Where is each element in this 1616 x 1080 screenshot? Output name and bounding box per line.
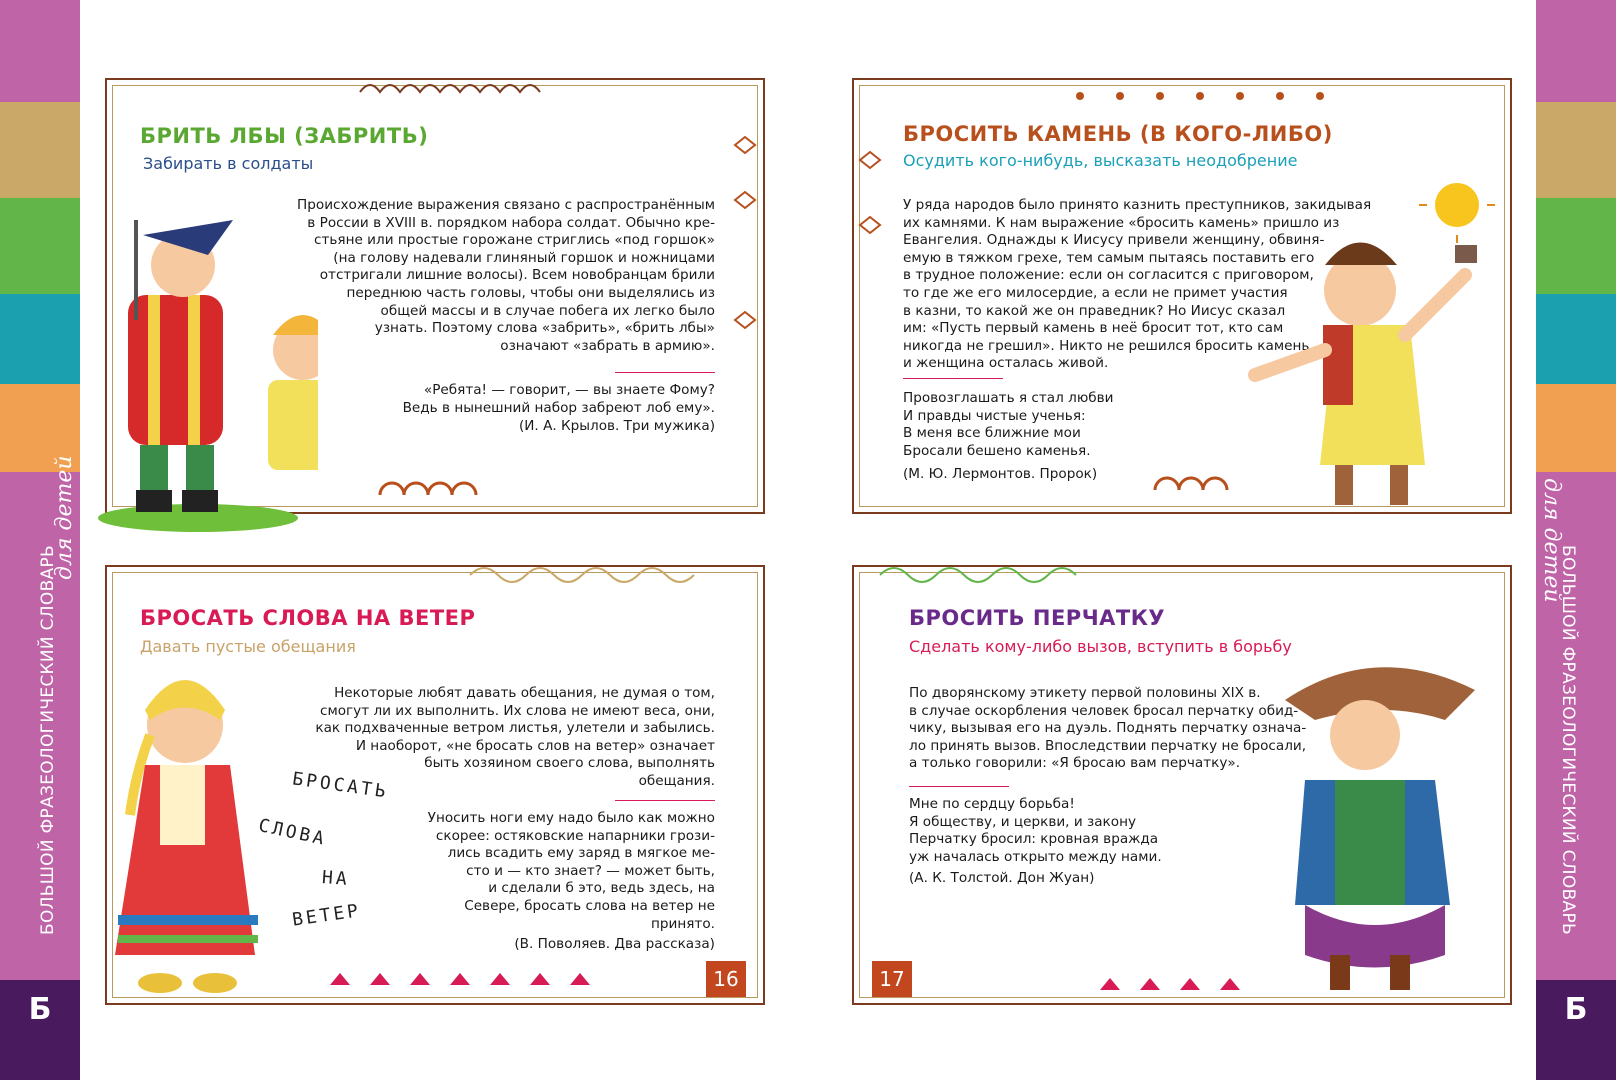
page-number: 16: [706, 961, 746, 997]
quote-rule: [615, 800, 715, 801]
text-line: никогда не грешил». Никто не решился бросить камень,: [903, 337, 1314, 354]
text-line: а только говорили: «Я бросаю вам перчатку».: [909, 755, 1241, 772]
section-letter: Б: [1564, 992, 1588, 1027]
side-title: БОЛЬШОЙ ФРАЗЕОЛОГИЧЕСКИЙ СЛОВАРЬ: [38, 545, 58, 935]
text-line: то где же его милосердие, а если не примет участия: [903, 284, 1288, 301]
ornament-hearts: [330, 973, 1240, 990]
entry-source: (А. К. Толстой. Дон Жуан): [909, 870, 1095, 886]
text-line: как подхваченные ветром листья, улетели и забылись.: [315, 720, 715, 737]
text-line: и сделали б это, ведь здесь, на: [488, 880, 715, 897]
ornament-bottom-right: [880, 568, 1076, 582]
side-title: БОЛЬШОЙ ФРАЗЕОЛОГИЧЕСКИЙ СЛОВАРЬ: [1558, 545, 1578, 935]
entry-quote: Провозглашать я стал любви И правды чистые ученья: В меня все ближние мои Бросали бешено каменья.: [903, 390, 1114, 459]
text-line: Севере, бросать слова на ветер не: [464, 897, 715, 914]
text-line: По дворянскому этикету первой половины XIX в.: [909, 685, 1261, 701]
text-line: означают «забрать в армию».: [500, 337, 715, 354]
wind-word: СЛОВА: [256, 815, 329, 850]
stone-thrower-illustration: [1225, 175, 1515, 525]
text-line: ло принять вызов. Впоследствии перчатку не бросали,: [909, 737, 1307, 754]
text-line: сто и — кто знает? — может быть,: [466, 862, 715, 879]
wind-word: НА: [321, 867, 351, 890]
quote-rule: [615, 372, 715, 373]
entry-heading: БРОСИТЬ КАМЕНЬ (В КОГО-ЛИБО): [903, 122, 1333, 146]
side-script: для детей: [52, 455, 77, 580]
entry-text: [295, 685, 715, 791]
entry-meaning: Забирать в солдаты: [143, 154, 314, 173]
entry-source: (М. Ю. Лермонтов. Пророк): [903, 466, 1098, 482]
text-line: емую в тяжком грехе, тем самым пытаясь поставить его: [903, 249, 1315, 266]
ornament-bottom-left: [470, 568, 694, 582]
text-line: стьяне или простые горожане стриглись «под горшок»: [314, 232, 715, 249]
entry-source: (В. Поволяев. Два рассказа): [514, 936, 715, 952]
ornament-top-left: [360, 85, 540, 92]
ornament-swirls: [380, 478, 1227, 495]
text-line: обещания.: [638, 772, 715, 789]
text-line: Происхождение выражения связано с распространённым: [297, 197, 715, 213]
entry-meaning: Сделать кому-либо вызов, вступить в борьбу: [909, 637, 1292, 656]
text-line: Евангелия. Однажды к Иисусу привели женщину, обвиня-: [903, 232, 1325, 249]
duelist-illustration: [1245, 660, 1505, 1010]
entry-quote: «Ребята! — говорит, — вы знаете Фому? Ведь в нынешний набор забреют лоб ему».: [402, 382, 715, 416]
entry-heading: БРОСИТЬ ПЕРЧАТКУ: [909, 606, 1166, 630]
text-line: и женщина осталась живой.: [903, 355, 1109, 372]
ornament-diamonds: [735, 137, 880, 328]
text-line: принято.: [651, 915, 715, 932]
text-line: им: «Пусть первый камень в неё бросит тот, кто сам: [903, 320, 1284, 337]
text-line: смогут ли их выполнить. Их слова не имеют веса, они,: [319, 702, 715, 719]
text-line: Некоторые любят давать обещания, не думая о том,: [334, 685, 715, 701]
quote-rule: [909, 786, 1009, 787]
text-line: (на голову надевали глиняный горшок и ножницами: [333, 249, 715, 266]
entry-text: [265, 197, 715, 355]
entry-meaning: Давать пустые обещания: [140, 637, 356, 656]
entry-heading: БРОСАТЬ СЛОВА НА ВЕТЕР: [140, 606, 476, 630]
text-line: общей массы и в случае побега их легко было: [380, 302, 715, 319]
wind-word: ВЕТЕР: [290, 900, 363, 931]
text-line: И наоборот, «не бросать слов на ветер» означает: [355, 737, 715, 754]
entry-quote: Мне по сердцу борьба! Я обществу, и церкви, и закону Перчатку бросил: кровная вражда уж началась открыто между нами.: [909, 796, 1162, 865]
section-letter: Б: [28, 992, 52, 1027]
text-line: скорее: остяковские напарники грози-: [435, 827, 715, 844]
entry-quote: [395, 810, 715, 933]
side-script: для детей: [1539, 478, 1564, 603]
entry-source: (И. А. Крылов. Три мужика): [518, 418, 715, 434]
text-line: отстригали лишние волосы). Всем новобранцам брили: [319, 267, 715, 284]
wind-word: БРОСАТЬ: [291, 768, 390, 803]
text-line: быть хозяином своего слова, выполнять: [424, 755, 715, 772]
text-line: Уносить ноги ему надо было как можно: [427, 810, 715, 826]
text-line: в трудное положение: если он согласится с приговором,: [903, 267, 1314, 284]
soldier-illustration: [88, 200, 318, 540]
quote-rule: [903, 378, 1003, 379]
text-line: узнать. Поэтому слова «забрить», «брить лбы»: [374, 320, 715, 337]
text-line: их камнями. К нам выражение «бросить камень» пришло из: [903, 214, 1340, 231]
entry-meaning: Осудить кого-нибудь, высказать неодобрение: [903, 151, 1298, 170]
text-line: переднюю часть головы, чтобы они выделялись из: [346, 284, 715, 301]
entry-heading: БРИТЬ ЛБЫ (ЗАБРИТЬ): [140, 124, 429, 148]
page-number: 17: [872, 961, 912, 997]
text-line: в России в XVIII в. порядком набора солдат. Обычно кре-: [307, 214, 715, 231]
text-line: чику, вызывая его на дуэль. Поднять перчатку означа-: [909, 720, 1307, 737]
text-line: У ряда народов было принято казнить преступников, закидывая: [903, 197, 1372, 213]
text-line: лись всадить ему заряд в мягкое ме-: [447, 845, 715, 862]
ornament-top-right: [1076, 92, 1324, 100]
text-line: в случае оскорбления человек бросал перчатку обид-: [909, 702, 1299, 719]
text-line: в казни, то какой же он праведник? Но Иисус сказал: [903, 302, 1286, 319]
